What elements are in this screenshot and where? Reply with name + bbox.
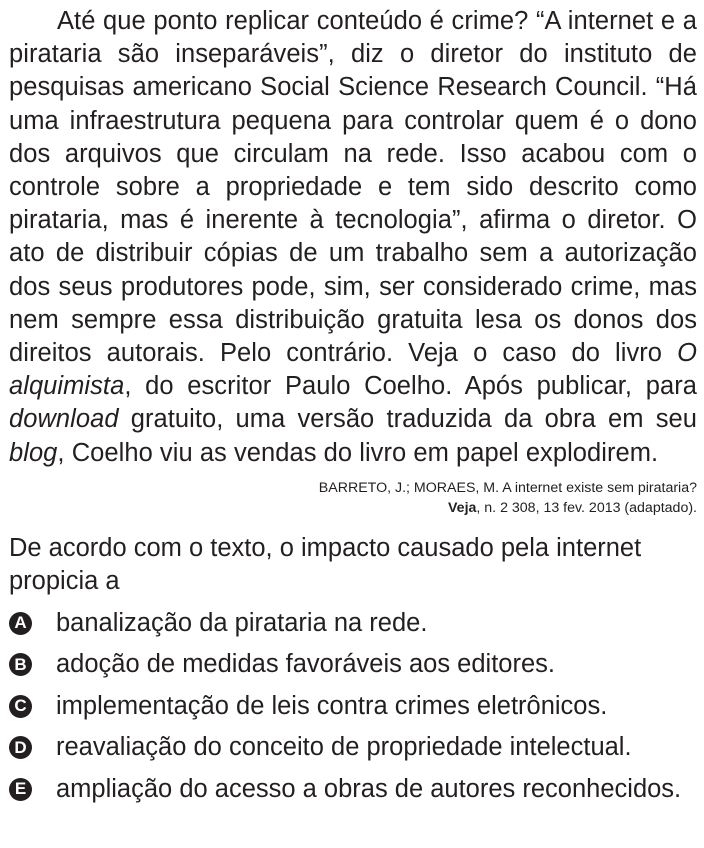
passage-text xyxy=(9,5,697,470)
citation-line-2 xyxy=(9,498,697,518)
option-c-text: implementação de leis contra crimes eletrônicos. xyxy=(56,691,608,720)
option-d-text: reavaliação do conceito de propriedade intelectual. xyxy=(56,733,632,761)
option-c-letter-icon: C xyxy=(9,695,32,718)
option-e[interactable] xyxy=(9,768,697,810)
passage-segment: , Coelho viu as vendas do livro em papel explodirem. xyxy=(57,438,659,467)
option-e-text: ampliação do acesso a obras de autores reconhecidos. xyxy=(56,774,682,803)
citation-details: , n. 2 308, 13 fev. 2013 (adaptado). xyxy=(476,499,697,516)
option-a[interactable] xyxy=(9,602,697,644)
option-d[interactable] xyxy=(9,727,697,769)
option-a-text: banalização da pirataria na rede. xyxy=(56,608,428,637)
option-b[interactable] xyxy=(9,644,697,686)
option-c[interactable] xyxy=(9,685,697,727)
passage-segment: Até que ponto replicar conteúdo é crime? “A internet e a pirataria são inseparáveis”, diz o diretor do instituto de pesquisas americano Social Science Research Council. “Há uma infraestrutura pequena para controlar quem é o dono dos arquivos que circulam na rede. Isso acabou com o controle sobre a propriedade e tem sido descrito como pirataria, mas é inerente à tecnologia”, afirma o diretor. O ato de distribuir cópias de um trabalho sem a autorização dos seus produtores pode, sim, ser considerado crime, mas nem sempre essa distribuição gratuita lesa os donos dos direitos autorais. Pelo contrário. Veja o caso do livro xyxy=(9,7,697,368)
book-title: O alquimista xyxy=(9,339,697,401)
question-page xyxy=(9,5,697,810)
question-stem: De acordo com o texto, o impacto causado pela internet propicia a xyxy=(9,533,642,596)
answer-options xyxy=(9,602,697,810)
passage-segment: , do escritor Paulo Coelho. Após publicar, para xyxy=(124,372,697,401)
blog-word: blog xyxy=(9,438,58,467)
download-word: download xyxy=(9,405,119,434)
source-citation xyxy=(9,478,697,518)
option-b-text: adoção de medidas favoráveis aos editores. xyxy=(56,650,555,678)
option-d-letter-icon: D xyxy=(9,736,32,759)
option-e-letter-icon: E xyxy=(9,778,32,801)
option-b-letter-icon: B xyxy=(9,653,32,676)
passage-segment: gratuito, uma versão traduzida da obra em seu xyxy=(118,405,697,434)
option-a-letter-icon: A xyxy=(9,612,32,635)
citation-line-1: BARRETO, J.; MORAES, M. A internet existe sem pirataria? xyxy=(318,479,697,496)
magazine-name: Veja xyxy=(448,499,477,516)
